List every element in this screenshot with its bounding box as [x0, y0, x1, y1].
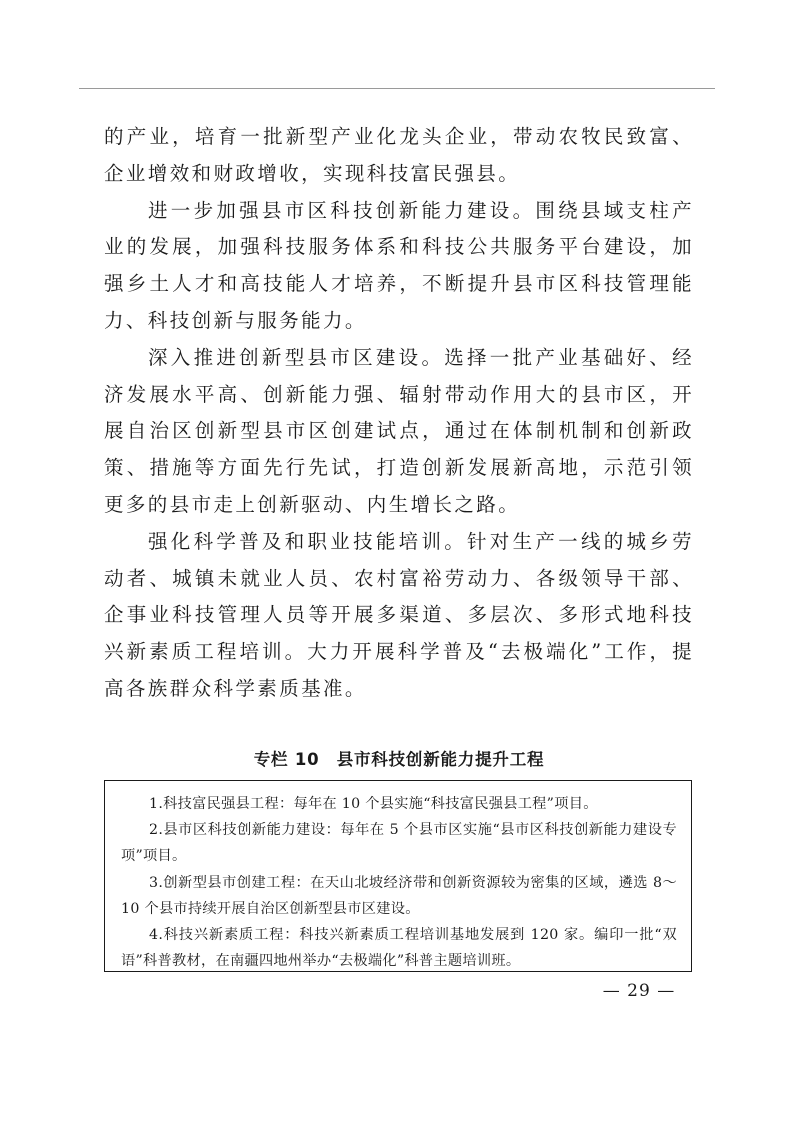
paragraph: 的产业，培育一批新型产业化龙头企业，带动农牧民致富、企业增效和财政增收，实现科技富民强县。	[104, 125, 694, 185]
project-box	[104, 780, 692, 972]
box-item: 2.县市区科技创新能力建设：每年在 5 个县市区实施“县市区科技创新能力建设专项”项目。	[121, 822, 677, 865]
header-rule	[79, 88, 715, 89]
box-item: 3.创新型县市创建工程：在天山北坡经济带和创新资源较为密集的区域，遴选 8～10 个县市持续开展自治区创新型县市区建设。	[121, 874, 677, 917]
paragraph: 深入推进创新型县市区建设。选择一批产业基础好、经济发展水平高、创新能力强、辐射带动作用大的县市区，开展自治区创新型县市区创建试点，通过在体制机制和创新政策、措施等方面先行先试，打造创新发展新高地，示范引领更多的县市走上创新驱动、内生增长之路。	[104, 345, 694, 516]
paragraph: 进一步加强县市区科技创新能力建设。围绕县域支柱产业的发展，加强科技服务体系和科技公共服务平台建设，加强乡土人才和高技能人才培养，不断提升县市区科技管理能力、科技创新与服务能力。	[104, 198, 694, 332]
paragraph: 强化科学普及和职业技能培训。针对生产一线的城乡劳动者、城镇未就业人员、农村富裕劳动力、各级领导干部、企事业科技管理人员等开展多渠道、多层次、多形式地科技兴新素质工程培训。大力开展科学普及“去极端化”工作，提高各族群众科学素质基准。	[104, 529, 694, 700]
box-item: 1.科技富民强县工程：每年在 10 个县实施“科技富民强县工程”项目。	[149, 796, 598, 812]
page-number: — 29 —	[602, 981, 676, 1001]
box-title: 专栏 10 县市科技创新能力提升工程	[253, 750, 545, 769]
box-item: 4.科技兴新素质工程：科技兴新素质工程培训基地发展到 120 家。编印一批“双语”科普教材，在南疆四地州举办“去极端化”科普主题培训班。	[121, 927, 677, 970]
body-text	[104, 119, 694, 708]
